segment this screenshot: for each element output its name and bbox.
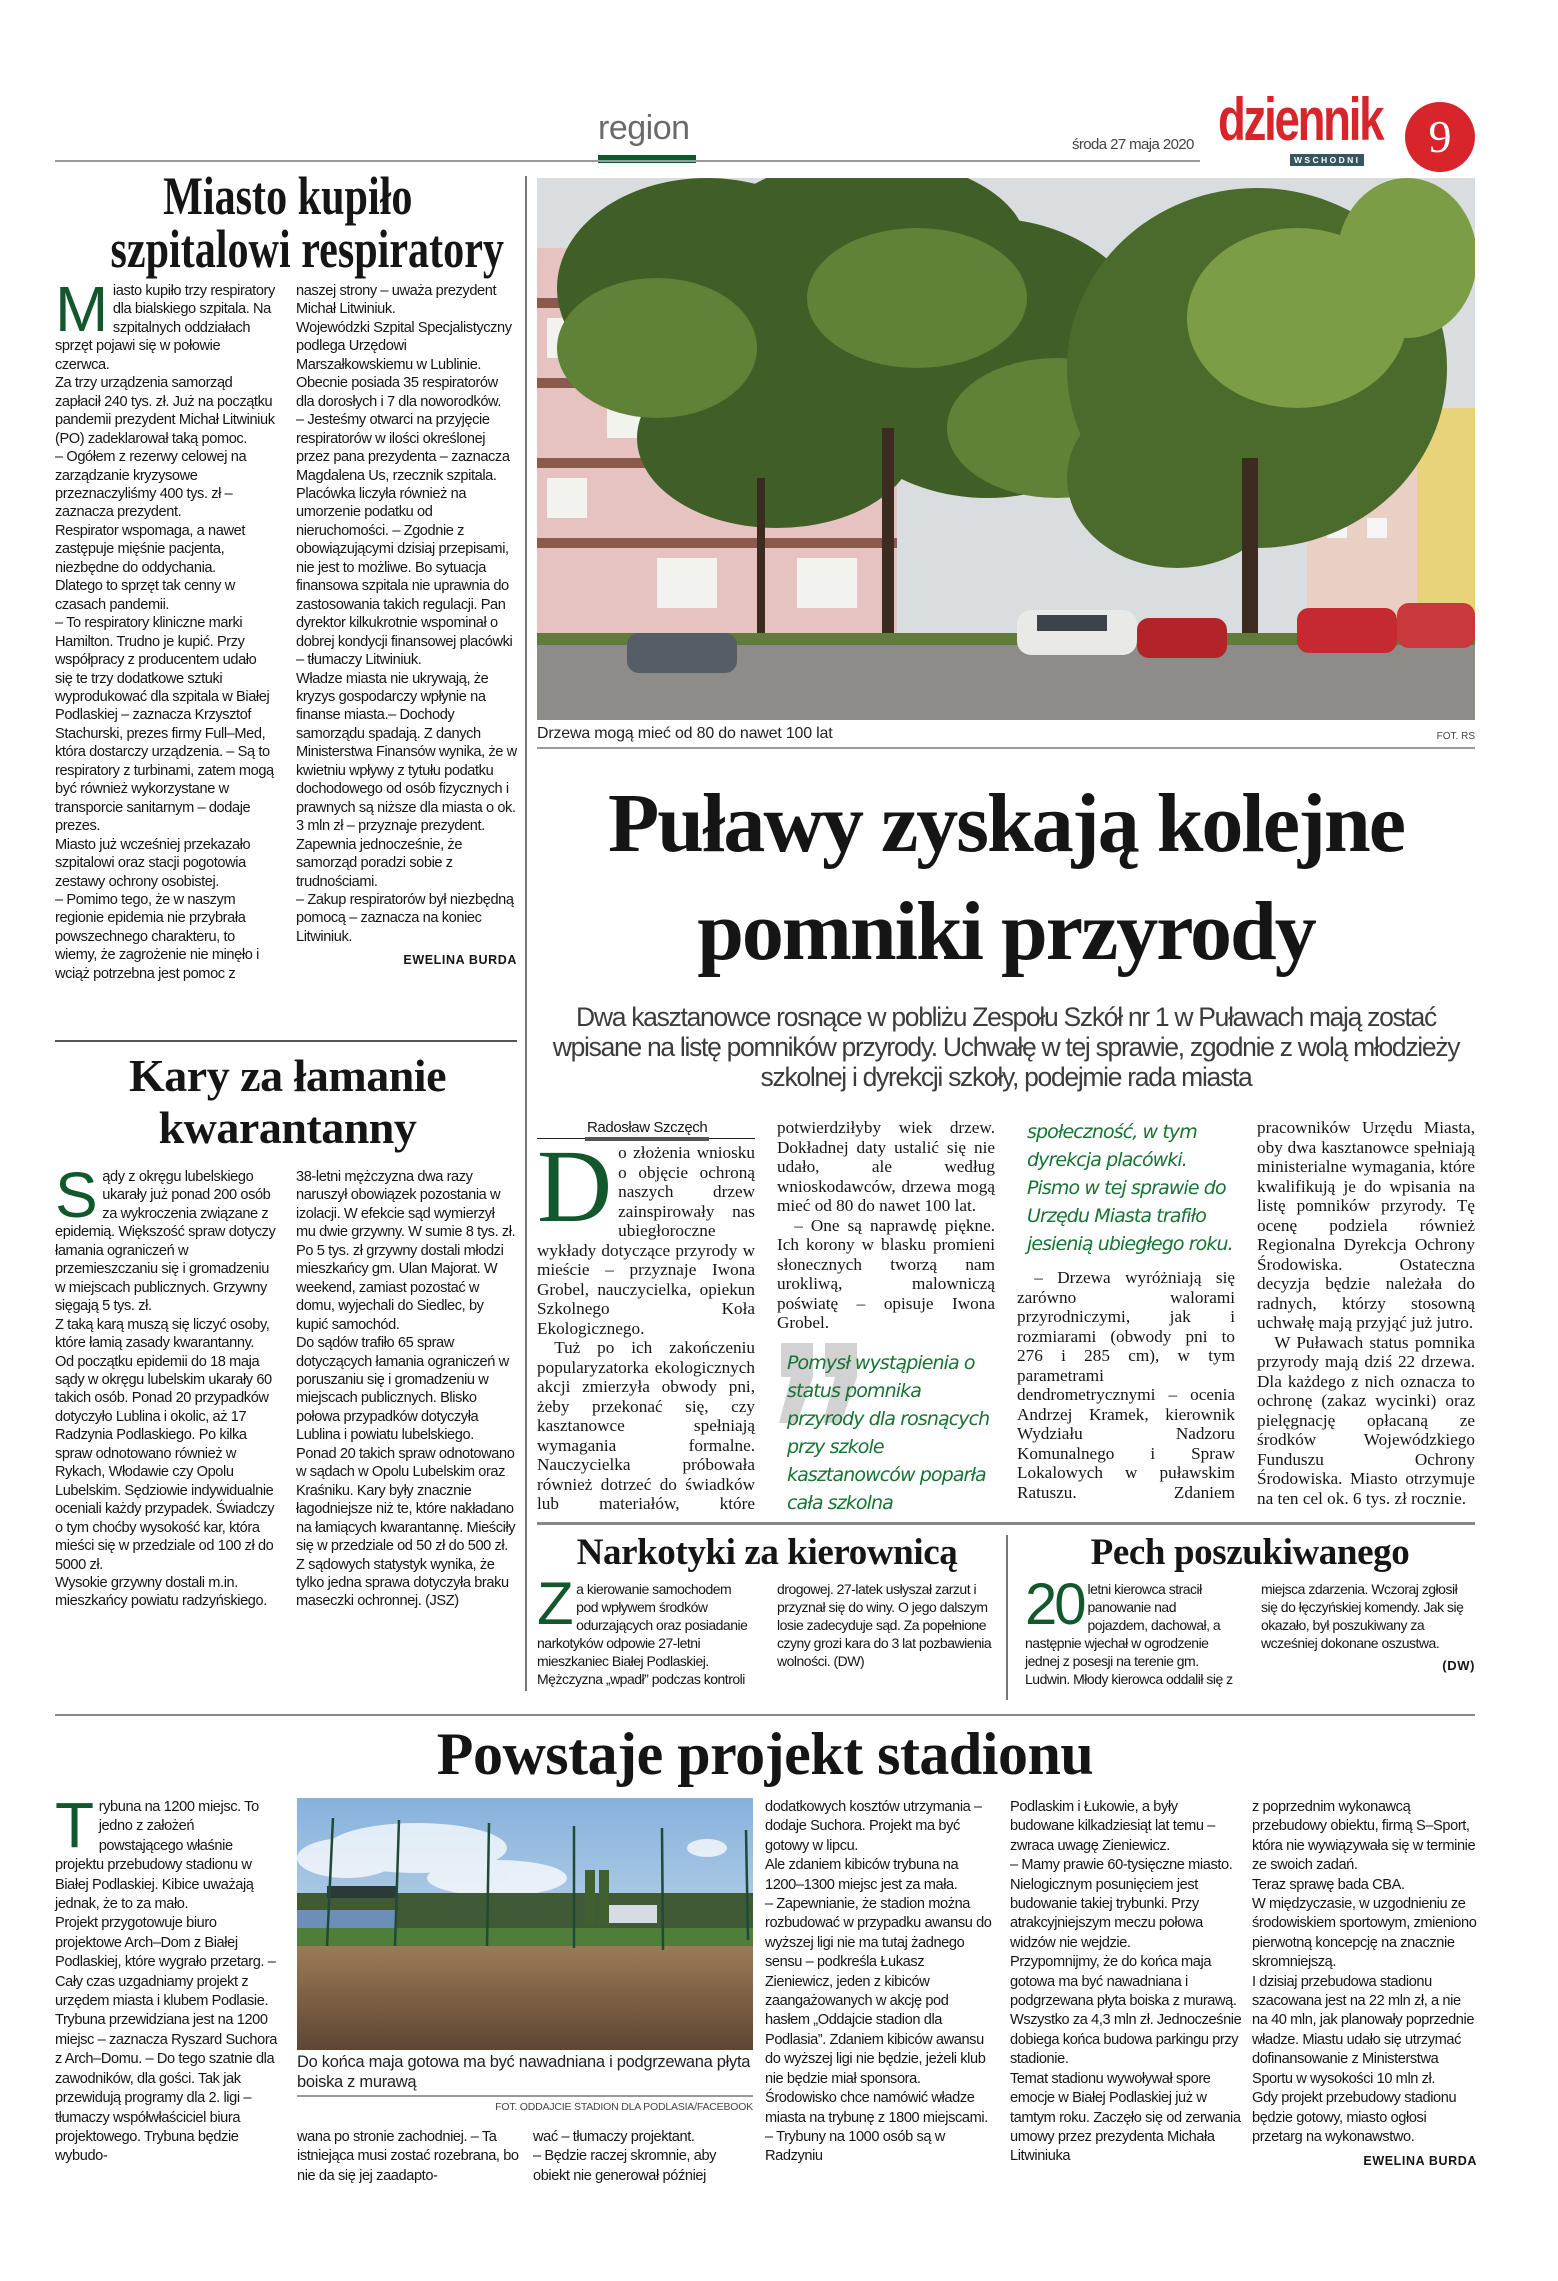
article-column	[765, 1798, 995, 2167]
paragraph: Wysokie grzywny dostali m.in. mieszkańcy powiatu radzyńskiego. 38-letni mężczyzna dwa razy naruszył obowiązek pozostania w izolacji. W efekcie sąd wymierzył mu dwie grzywny. W sumie 8 tys. zł.	[55, 1169, 516, 1610]
column-divider	[1006, 1535, 1008, 1700]
article-body	[55, 1159, 517, 1611]
paragraph: – One są naprawdę piękne. Ich korony w blasku promieni słonecznych tworzą nam urokliwą, malowniczą poświatę – opisuje Iwona Grobel.	[777, 1215, 995, 1332]
column-divider	[525, 176, 527, 1691]
photo-credit: FOT. ODDAJCIE STADION DLA PODLASIA/FACEBOOK	[495, 2101, 753, 2113]
drop-number: 20	[1025, 1572, 1084, 1637]
author-signature: (DW)	[1442, 1658, 1475, 1673]
section-label: region	[598, 109, 690, 147]
paragraph: z poprzednim wykonawcą przebudowy obiektu, firmą S–Sport, która nie wywiązywała się w terminie ze swoich zadań.	[1252, 1799, 1476, 1874]
headline-line: pomniki przyrody	[697, 885, 1315, 978]
paragraph: – Będzie raczej skromnie, aby obiekt nie generował później	[533, 2148, 717, 2184]
paragraph: – To respiratory kliniczne marki Hamilton. Trudno je kupić. Przy współpracy z producentem udało się te trzy dodatkowe sztuki wyprodukować dla szpitala w Białej Podlaskiej – zaznacza Krzysztof Stachurski, prezes firmy Full–Med, która dostarczy urządzenia. – Są to respiratory z turbinami, zatem mogą być również wykorzystane w transporcie sanitarnym – dodaje prezes.	[55, 615, 274, 835]
paragraph: Respirator wspomaga, a nawet zastępuje mięśnie pacjenta, niezbędne do oddychania.	[55, 522, 245, 576]
stadium-construction-photo	[297, 1798, 753, 2050]
paragraph: Po 5 tys. zł grzywny dostali młodzi mieszkańcy gm. Ulan Majorat. W weekend, zamiast pozostać w domu, wyjechali do Siedlec, by kupić samochód.	[296, 1242, 504, 1333]
article-divider	[537, 1522, 1475, 1525]
article-divider	[55, 1040, 517, 1042]
photo-caption: Drzewa mogą mieć od 80 do nawet 100 lat	[537, 725, 833, 742]
paragraph: Za kierowanie samochodem pod wpływem środków odurzających oraz posiadanie narkotyków odpowie 27-letni mieszkaniec Białej Podlaskiej. Mężczyzna „wpadł” podczas kontroli drogowej. 27-latek usłyszał zarzut i przyznał się do winy. O jego dalszym losie zadecyduje sąd. Za popełnione czyny grozi kara do 3 lat pozbawienia wolności. (DW)	[537, 1570, 992, 1687]
brief-headline: Pech poszukiwanego	[1090, 1532, 1410, 1573]
article-column	[533, 2128, 755, 2186]
article-column	[55, 1789, 281, 2167]
paragraph: – Mamy prawie 60-tysięczne miasto. Nielogicznym posunięciem jest budowanie takiej trybunki. Przy atrakcyjniejszym meczu połowa widzów nie wejdzie.	[1010, 1857, 1233, 1951]
paragraph: Dlatego to sprzęt tak cenny w czasach pandemii.	[55, 578, 235, 613]
article-headline	[537, 770, 1475, 986]
paragraph: Miasto już wcześniej przekazało szpitalowi oraz stacji pogotowia zestawy ochrony osobistej.	[55, 836, 251, 890]
headline-line: kwarantanny	[158, 1102, 417, 1153]
paragraph: Wojewódzki Szpital Specjalistyczny podlega Urzędowi Marszałkowskiemu w Lublinie. Obecnie posiada 35 respiratorów dla dorosłych i 7 dla noworodków.	[296, 319, 512, 410]
paragraph: W Puławach status pomnika przyrody mają dziś 22 drzewa. Dla każdego z nich oznacza to ochronę (zakaz wycinki) oraz pielęgnację opłacaną ze środków Wojewódzkiego Funduszu Ochrony Środowiska. Miasto otrzymuje na ten cel ok. 6 tys. zł rocznie.	[1257, 1332, 1475, 1508]
photo-credit: FOT. RS	[1436, 731, 1475, 742]
newspaper-logo: dziennik	[1218, 86, 1383, 153]
paragraph: Placówka liczyła również na umorzenie podatku od nieruchomości. – Zgodnie z obowiązującymi dzisiaj przepisami, nie jest to możliwe. Bo sytuacja finansowa szpitala nie uprawnia do zastosowania takich regulacji. Pan dyrektor kilkukrotnie wspominał o dobrej kondycji finansowej placówki – tłumaczy Litwiniuk.	[296, 485, 513, 669]
paragraph: Temat stadionu wywoływał spore emocje w Białej Podlaskiej już w tamtym roku. Zaczęło się od zerwania umowy przez prezydenta Michała Litwiniuka	[1010, 2070, 1241, 2165]
byline-author: Radosław Szczęch	[585, 1119, 709, 1141]
page-number-badge: 9	[1405, 102, 1475, 172]
paragraph: Do złożenia wniosku o objęcie ochroną naszych drzew zainspirowały nas ubiegłoroczne wykłady dotyczące przyrody w mieście – przyznaje Iwona Grobel, nauczycielka, opiekun Szkolnego Koła Ekologicznego.	[537, 1129, 755, 1338]
author-signature: EWELINA BURDA	[403, 953, 517, 968]
paragraph: Ale zdaniem kibiców trybuna na 1200–1300 miejsc jest za mała.	[765, 1857, 959, 1893]
article-body	[537, 1118, 1475, 1518]
paragraph: Przypomnijmy, że do końca maja gotowa ma być nawadniana i podgrzewana płyta boiska z murawą. Wszystko za 4,3 mln zł. Jednocześnie dobiega końca budowa parkingu przy stadionie.	[1010, 1954, 1242, 2068]
brief-body	[1025, 1572, 1475, 1688]
article-headline	[55, 1050, 520, 1154]
paragraph: Miasto kupiło trzy respiratory dla bialskiego szpitala. Na szpitalnych oddziałach sprzęt pojawi się w połowie czerwca.	[55, 273, 275, 373]
paragraph: I dzisiaj przebudowa stadionu szacowana jest na 22 mln zł, a nie na 40 mln, jak planowały poprzednie władze. Miastu udało się utrzymać dofinansowanie z Ministerstwa Sportu w wysokości 10 mln zł.	[1252, 1973, 1475, 2087]
pull-quote-text: Pomysł wystąpienia o status pomnika przyrody dla rosnących przy szkole kasztanowców poparła cała szkolna społeczność, w tym dyrekcja placówki. Pismo w tej sprawie do Urzędu Miasta trafiło jesienią ubiegłego roku.	[787, 1121, 1233, 1514]
article-column	[297, 2128, 519, 2186]
article-divider	[55, 1714, 1475, 1716]
headline-line: Kary za łamanie	[129, 1050, 446, 1101]
paragraph: – Pomimo tego, że w naszym regionie epidemia nie przybrała powszechnego charakteru, to wiemy, że zagrożenie nie minęło i wciąż potrzebna jest pomoc z naszej strony – uważa prezydent Michał Litwiniuk.	[55, 283, 497, 982]
article-body	[55, 273, 517, 983]
chestnut-trees-photo	[537, 178, 1475, 720]
paragraph: – Drzewa wyróżniają się zarówno walorami przyrodniczymi, jak i rozmiarami (obwody pni to 276 i 285 cm), w tym parametrami dendrometrycznymi – ocenia Andrzej Kramek, kierownik Wydziału Nadzoru Komunalnego i Spraw Lokalowych w puławskim Ratuszu. Zdaniem pracowników Urzędu Miasta, oby dwa kasztanowce spełniają ministerialne wymagania, które kwalifikują je do wpisania na listę pomników przyrody. Tę ocenę podziela również Regionalna Dyrekcja Ochrony Środowiska. Ostateczna decyzja będzie należała do radnych, którzy stosowną uchwałę mają przyjąć już jutro.	[1017, 1118, 1475, 1502]
brief-body	[537, 1570, 995, 1688]
paragraph: letni kierowca stracił panowanie nad pojazdem, dachował, a następnie wjechał w ogrodzenie jednej z posesji na terenie gm. Ludwin. Młody kierowca oddalił się z miejsca zdarzenia. Wczoraj zgłosił się do łęczyńskiej komendy. Jak się okazało, był poszukiwany za wcześniej dokonane oszustwa.	[1025, 1581, 1464, 1687]
author-signature: EWELINA BURDA	[1363, 2154, 1477, 2169]
paragraph: wana po stronie zachodniej. – Ta istniejąca musi zostać rozebrana, bo nie da się jej zaadapto-	[297, 2129, 519, 2184]
paragraph: – Zakup respiratorów był niezbędną pomocą – zaznacza na koniec Litwiniuk.	[296, 891, 514, 945]
paragraph: – Zapewnianie, że stadion można rozbudować w przypadku awansu do wyższej ligi nie ma tutaj żadnego sensu – podkreśla Łukasz Zieniewicz, jeden z kibiców zaangażowanych w akcję pod hasłem „Oddajcie stadion dla Podlasia”. Zdaniem kibiców awansu do wyższej ligi nie będzie, jeżeli klub nie będzie miał sponsora.	[765, 1896, 992, 2087]
paragraph: Podlaskim i Łukowie, a były budowane kilkadziesiąt lat temu – zwraca uwagę Zieniewicz.	[1010, 1799, 1216, 1854]
issue-date: środa 27 maja 2020	[1072, 136, 1194, 153]
article-headline	[55, 166, 520, 279]
paragraph: dodatkowych kosztów utrzymania – dodaje Suchora. Projekt ma być gotowy w lipcu.	[765, 1799, 982, 1854]
paragraph: Z taką karą muszą się liczyć osoby, które łamią zasady kwarantanny. Od początku epidemii do 18 maja sądy w okręgu lubelskim ukarały 60 takich osób. Ponad 20 przypadków dotyczyło Lublina i okolic, aż 17 Radzynia Podlaskiego. Po kilka spraw odnotowano również w Rykach, Włodawie czy Opolu Lubelskim. Sędziowie indywidualnie oceniali każdy przypadek. Świadczy o tym choćby wysokość kar, która mieści się w przedziale od 100 zł do 5000 zł.	[55, 1316, 275, 1573]
paragraph: Trybuna na 1200 miejsc. To jedno z założeń powstającego właśnie projektu przebudowy stadionu w Białej Podlaskiej. Kibice uważają jednak, że to za mało.	[55, 1789, 259, 1913]
headline-line: Miasto kupiło	[162, 166, 413, 226]
paragraph: Projekt przygotowuje biuro projektowe Arch–Dom z Białej Podlaskiej, które wygrało przetarg. – Cały czas uzgadniamy projekt z urzędem miasta i klubem Podlasie. Trybuna przewidziana jest na 1200 miejsc – zaznacza Ryszard Suchora z Arch–Domu. – Do tego szatnie dla zawodników, dla gości. Tak jak przewidują programy dla 2. ligi – tłumaczy współwłaściciel biura projektowego. Trybuna będzie wybudo-	[55, 1915, 278, 2165]
headline-line: Puławy zyskają kolejne	[608, 777, 1404, 870]
paragraph: Teraz sprawę bada CBA.	[1252, 1876, 1405, 1893]
paragraph: Tuż po ich zakończeniu popularyzatorka ekologicznych akcji zmierzyła obwody pni, żeby przekonać się, czy kasztanowce spełniają wymagania formalne. Nauczycielka próbowała również dotrzeć do świadków lub materiałów, które potwierdziłyby wiek drzew. Dokładnej daty ustalić się nie udało, ale według wnioskodawców, drzewa mogą mieć od 80 do nawet 100 lat.	[537, 1118, 995, 1513]
paragraph: W międzyczasie, w uzgodnieniu ze środowiskiem sportowym, zmieniono pierwotną koncepcję na znacznie skromniejszą.	[1252, 1896, 1477, 1971]
header-rule	[55, 160, 1200, 162]
paragraph: – Jesteśmy otwarci na przyjęcie respiratorów w ilości określonej przez pana prezydenta – zaznacza Magdalena Us, rzecznik szpitala.	[296, 412, 510, 484]
paragraph: Środowisko chce namówić władze miasta na trybunę z 1800 miejscami. – Trybuny na 1000 osób są w Radzyniu	[765, 2090, 988, 2165]
paragraph: Władze miasta nie ukrywają, że kryzys gospodarczy wpłynie na finanse miasta.– Dochody samorządu spadają. Z danych Ministerstwa Finansów wynika, że w kwietniu wpływy z tytułu podatku dochodowego od osób fizycznych i prawnych są niższe dla miasta o ok. 3 mln zł – przyznaje prezydent. Zapewnia jednocześnie, że samorząd poradzi sobie z trudnościami.	[296, 670, 517, 890]
article-lead: Dwa kasztanowce rosnące w pobliżu Zespołu Szkół nr 1 w Puławach mają zostać wpisane na listę pomników przyrody. Uchwałę w tej sprawie, zgodnie z wolą młodzieży szkolnej i dyrekcji szkoły, podejmie rada miasta	[552, 1002, 1460, 1092]
paragraph: Sądy z okręgu lubelskiego ukarały już ponad 200 osób za wykroczenia związane z epidemią. Większość spraw dotyczy łamania ograniczeń w przemieszczaniu się i gromadzeniu w miejscach publicznych. Grzywny sięgają 5 tys. zł.	[55, 1159, 276, 1315]
caption-rule	[537, 747, 1475, 749]
article-column	[1010, 1798, 1244, 2167]
brief-headline: Narkotyki za kierownicą	[576, 1532, 958, 1573]
article-column	[1252, 1798, 1477, 2169]
byline	[537, 1118, 755, 1139]
paragraph: Do sądów trafiło 65 spraw dotyczących łamania ograniczeń w poruszaniu się i gromadzeniu w miejscach publicznych. Blisko połowa przypadków dotyczyła Lublina i powiatu lubelskiego. Ponad 20 takich spraw odnotowano w sądach w Opolu Lubelskim oraz Kraśniku. Kary były znacznie łagodniejsze niż te, które nakładano na łamiących kwarantannę. Mieściły się w przedziale od 50 zł do 500 zł. Z sądowych statystyk wynika, że tylko jedna sprawa dotyczyła braku maseczki ochronnej. (JSZ)	[296, 1335, 516, 1610]
article-headline: Powstaje projekt stadionu	[436, 1721, 1094, 1787]
paragraph: Gdy projekt przebudowy stadionu będzie gotowy, miasto ogłosi przetarg na wykonawstwo.	[1252, 2090, 1457, 2145]
paragraph: wać – tłumaczy projektant.	[533, 2129, 695, 2145]
newspaper-logo-subtitle: WSCHODNI	[1290, 154, 1364, 166]
photo-caption: Do końca maja gotowa ma być nawadniana i podgrzewana płyta boiska z murawą	[297, 2052, 753, 2097]
paragraph: Za trzy urządzenia samorząd zapłacił 240 tys. zł. Już na początku pandemii prezydent Michał Litwiniuk (PO) zadeklarował taką pomoc.	[55, 375, 275, 447]
headline-line: szpitalowi respiratory	[110, 219, 504, 279]
paragraph: – Ogółem z rezerwy celowej na zarządzanie kryzysowe przeznaczyliśmy 400 tys. zł – zaznacza prezydent.	[55, 449, 247, 521]
